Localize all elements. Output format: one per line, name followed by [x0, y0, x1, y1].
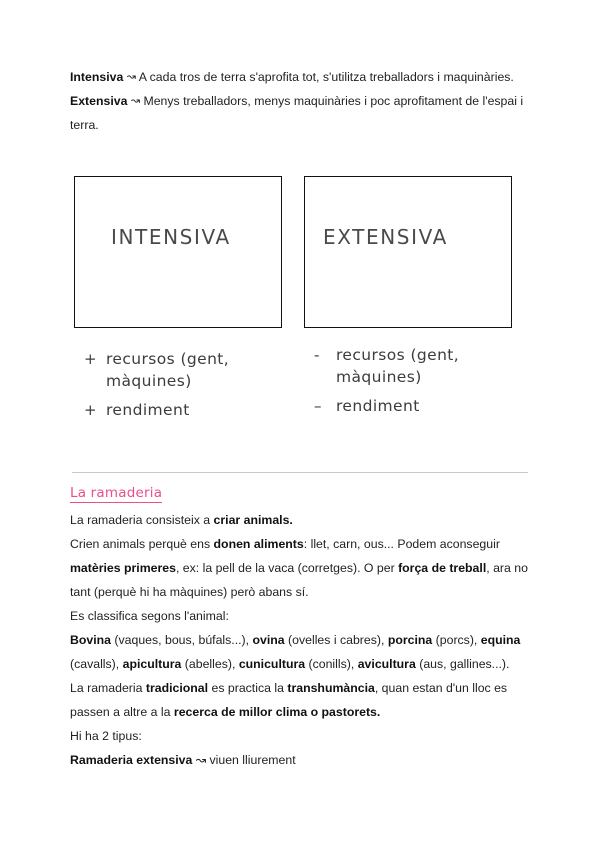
intensiva-paragraph	[70, 66, 530, 90]
emphasis-text: avicultura	[357, 656, 416, 671]
plus-sign-icon: +	[84, 400, 97, 419]
emphasis-text: recerca de millor clima o pastorets.	[173, 704, 381, 719]
body-text: , ara no tant (perquè hi ha màquines) però abans sí.	[70, 560, 528, 599]
intensiva-definition: A cada tros de terra s'aprofita tot, s'utilitza treballadors i maquinàries.	[135, 70, 514, 84]
intensiva-term: Intensiva	[70, 70, 124, 84]
emphasis-text: criar animals.	[213, 513, 293, 527]
body-paragraph	[70, 749, 532, 773]
body-text: ↝ viuen lliurement	[192, 752, 296, 767]
emphasis-text: matèries primeres	[70, 560, 176, 575]
list-item-label: recursos (gent, màquines)	[106, 350, 230, 391]
body-text: Es classifica segons l'animal:	[70, 608, 229, 623]
body-text: : llet, carn, ous... Podem aconseguir	[303, 536, 500, 551]
list-item	[84, 399, 304, 422]
list-item-label: recursos (gent, màquines)	[336, 346, 460, 387]
list-item	[84, 348, 304, 393]
list-item-label: rendiment	[336, 396, 420, 415]
body-text: , quan estan d'un lloc es passen a altre a la	[70, 680, 508, 719]
minus-sign-icon: -	[314, 346, 320, 364]
body-text: (abelles),	[181, 656, 239, 671]
body-paragraph	[70, 605, 532, 629]
body-paragraph	[70, 533, 532, 605]
extensiva-term: Extensiva	[70, 93, 128, 108]
extensiva-box	[304, 176, 512, 328]
list-item	[314, 395, 534, 418]
body-text: (porcs),	[432, 632, 481, 647]
emphasis-text: transhumància	[287, 680, 375, 695]
emphasis-text: Bovina	[70, 632, 111, 647]
intensiva-attribute-list	[84, 348, 304, 427]
extensiva-box-label: EXTENSIVA	[323, 225, 448, 249]
emphasis-text: força de treball	[398, 560, 487, 575]
emphasis-text: cunicultura	[238, 656, 306, 671]
emphasis-text: Ramaderia extensiva	[70, 752, 193, 767]
emphasis-text: donen aliments	[213, 536, 304, 551]
emphasis-text: equina	[480, 632, 521, 647]
arrow-icon: ↝	[130, 93, 141, 107]
intensiva-box	[74, 176, 282, 328]
body-text: La ramaderia	[70, 680, 146, 695]
intro-paragraphs	[70, 66, 530, 138]
extensiva-paragraph	[70, 90, 530, 138]
plus-sign-icon: +	[84, 350, 97, 368]
comparison-boxes	[74, 176, 530, 331]
extensiva-definition: Menys treballadors, menys maquinàries i poc aprofitament de l'espai i terra.	[70, 93, 524, 132]
arrow-icon: ↝	[126, 70, 136, 83]
body-paragraph	[70, 677, 532, 725]
body-text: (conills),	[305, 656, 358, 671]
section-title: La ramaderia	[70, 485, 163, 501]
emphasis-text: tradicional	[145, 680, 209, 695]
body-paragraph	[70, 629, 532, 677]
body-text: es practica la	[208, 680, 288, 695]
ramaderia-body	[70, 509, 532, 773]
body-text: (ovelles i cabres),	[284, 632, 388, 647]
ramaderia-section	[70, 484, 532, 773]
emphasis-text: apicultura	[122, 656, 182, 671]
emphasis-text: porcina	[387, 632, 433, 647]
emphasis-text: ovina	[252, 632, 285, 647]
body-text: (vaques, bous, búfals...),	[111, 632, 253, 647]
list-item-label: rendiment	[106, 400, 190, 419]
body-text: Crien animals perquè ens	[70, 536, 214, 551]
body-text: (cavalls),	[70, 656, 123, 671]
minus-sign-icon: –	[314, 396, 322, 415]
body-text: (aus, gallines...).	[415, 656, 510, 671]
body-paragraph	[70, 509, 532, 533]
body-text: Hi ha 2 tipus:	[70, 728, 142, 743]
intensiva-box-label: INTENSIVA	[111, 225, 231, 249]
body-paragraph	[70, 725, 532, 749]
extensiva-attribute-list	[314, 344, 534, 423]
list-item	[314, 344, 534, 389]
body-text: , ex: la pell de la vaca (corretges). O per	[175, 560, 399, 575]
body-text: La ramaderia consisteix a	[70, 513, 214, 527]
section-divider	[72, 472, 528, 473]
